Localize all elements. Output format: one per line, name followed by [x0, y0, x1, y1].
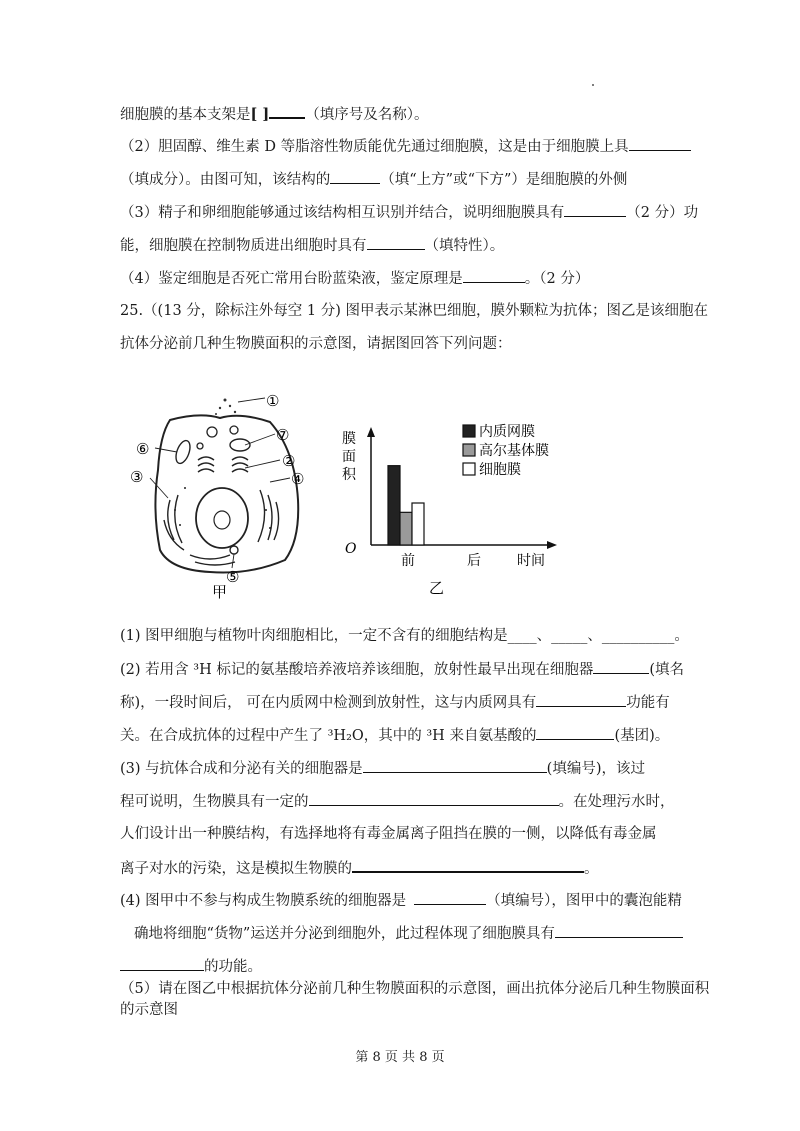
- ribosomes: [174, 487, 271, 529]
- q24-2-line1: （2）胆固醇、维生素 D 等脂溶性物质能优先通过细胞膜，这是由于细胞膜上具: [120, 136, 691, 157]
- answer-blank[interactable]: [120, 956, 204, 971]
- q25-2-line3: 关。在合成抗体的过程中产生了 ³H₂O，其中的 ³H 来自氨基酸的 (基团)。: [120, 725, 669, 746]
- answer-blank[interactable]: [629, 136, 691, 151]
- bar-before-series-0: [388, 466, 400, 545]
- q25-4-line2: 确地将细胞“货物”运送并分泌到细胞外，此过程体现了细胞膜具有: [134, 923, 683, 944]
- q25-5-line1: （5）请在图乙中根据抗体分泌前几种生物膜面积的示意图，画出抗体分泌后几种生物膜面积: [120, 981, 710, 997]
- q25-3-line4: 离子对水的污染，这是模拟生物膜的 。: [120, 857, 599, 879]
- figure-jia-cell-diagram: [120, 390, 320, 600]
- q24-1-tail: 细胞膜的基本支架是[ ] （填序号及名称）。: [120, 103, 429, 125]
- q25-3-line1: (3) 与抗体合成和分泌有关的细胞器是 (填编号)，该过: [120, 758, 645, 779]
- vesicles: [197, 426, 238, 449]
- bar-before-series-2: [412, 503, 424, 545]
- q25-2-line1: (2) 若用含 ³H 标记的氨基酸培养液培养该细胞，放射性最早出现在细胞器 (填名: [120, 659, 684, 680]
- legend-swatch-2: [463, 463, 475, 475]
- nucleolus: [214, 511, 230, 529]
- label-1: ①: [266, 392, 280, 410]
- origin-label: O: [345, 541, 357, 557]
- antibody-particles: [215, 399, 236, 416]
- centriole: [230, 546, 238, 554]
- q24-3-line2: 能，细胞膜在控制物质进出细胞时具有 （填特性）。: [120, 235, 504, 256]
- golgi-apparatus: [198, 457, 248, 472]
- bar-before-series-1: [400, 512, 412, 545]
- q25-2-line2: 称)，一段时间后， 可在内质网中检测到放射性，这与内质网具有 功能有: [120, 692, 670, 713]
- label-6: ⑥: [136, 440, 150, 458]
- answer-blank[interactable]: [330, 169, 380, 184]
- bracket-blank: [ ]: [250, 106, 270, 123]
- q25-intro-line2: 抗体分泌前几种生物膜面积的示意图，请据图回答下列问题：: [120, 336, 512, 352]
- answer-blank[interactable]: [536, 725, 614, 740]
- scan-speck: [592, 84, 594, 86]
- q24-3-line1: （3）精子和卵细胞能够通过该结构相互识别并结合，说明细胞膜具有 （2 分）功: [120, 202, 698, 223]
- figure-yi-bar-chart: [335, 415, 575, 595]
- legend-label-2: 细胞膜: [479, 462, 521, 478]
- label-7: ⑦: [276, 426, 290, 444]
- q25-4-line1: (4) 图甲中不参与构成生物膜系统的细胞器是 （填编号），图甲中的囊泡能精: [120, 890, 682, 911]
- nucleus: [196, 488, 248, 548]
- svg-text:面: 面: [342, 449, 356, 465]
- chart-legend: [463, 423, 549, 478]
- svg-text:积: 积: [342, 467, 356, 483]
- q25-1: (1) 图甲细胞与植物叶肉细胞相比，一定不含有的细胞结构是____、_____、__________。: [120, 628, 689, 644]
- label-2: ②: [282, 452, 296, 470]
- q25-3-line2: 程可说明，生物膜具有一定的 。在处理污水时，: [120, 791, 675, 812]
- y-axis-arrow: [367, 427, 375, 437]
- label-5: ⑤: [226, 568, 240, 586]
- legend-swatch-1: [463, 444, 475, 456]
- legend-swatch-0: [463, 425, 475, 437]
- answer-blank[interactable]: [352, 857, 584, 873]
- figure-yi-caption: 乙: [429, 579, 445, 595]
- answer-blank[interactable]: [269, 103, 305, 119]
- answer-blank[interactable]: [367, 235, 425, 250]
- x-axis-label: 时间: [517, 553, 545, 569]
- q24-2-line2: （填成分）。由图可知，该结构的 （填“上方”或“下方”）是细胞膜的外侧: [120, 169, 627, 190]
- q24-4: （4）鉴定细胞是否死亡常用台盼蓝染液，鉴定原理是 。（2 分）: [120, 268, 589, 289]
- bars-group: [388, 466, 424, 545]
- svg-text:膜: 膜: [342, 431, 356, 447]
- q25-intro-line1: 25.（(13 分，除标注外每空 1 分) 图甲表示某淋巴细胞，膜外颗粒为抗体；图乙是该细胞在: [120, 303, 708, 319]
- legend-label-1: 高尔基体膜: [479, 443, 549, 459]
- legend-label-0: 内质网膜: [479, 424, 535, 440]
- answer-blank[interactable]: [463, 268, 525, 283]
- answer-blank[interactable]: [414, 890, 486, 905]
- label-3: ③: [130, 468, 144, 486]
- page-footer: 第 8 页 共 8 页: [355, 1050, 445, 1065]
- q25-4-line3: 的功能。: [120, 956, 262, 977]
- label-4: ④: [291, 470, 305, 488]
- answer-blank[interactable]: [593, 659, 649, 674]
- endoplasmic-reticulum: [164, 490, 279, 565]
- figure-jia-caption: 甲: [212, 583, 228, 600]
- answer-blank[interactable]: [363, 758, 547, 773]
- q25-5-line2: 的示意图: [120, 1002, 178, 1018]
- tick-label-before: 前: [401, 553, 415, 569]
- mitochondrion-right: [230, 439, 250, 451]
- answer-blank[interactable]: [555, 923, 683, 938]
- q25-3-line3: 人们设计出一种膜结构，有选择地将有毒金属离子阻挡在膜的一侧，以降低有毒金属: [120, 826, 657, 842]
- x-axis-arrow: [547, 541, 557, 549]
- answer-blank[interactable]: [309, 791, 559, 806]
- tick-label-after: 后: [467, 553, 481, 569]
- answer-blank[interactable]: [536, 692, 626, 707]
- answer-blank[interactable]: [564, 202, 626, 217]
- y-axis-label: [342, 431, 357, 483]
